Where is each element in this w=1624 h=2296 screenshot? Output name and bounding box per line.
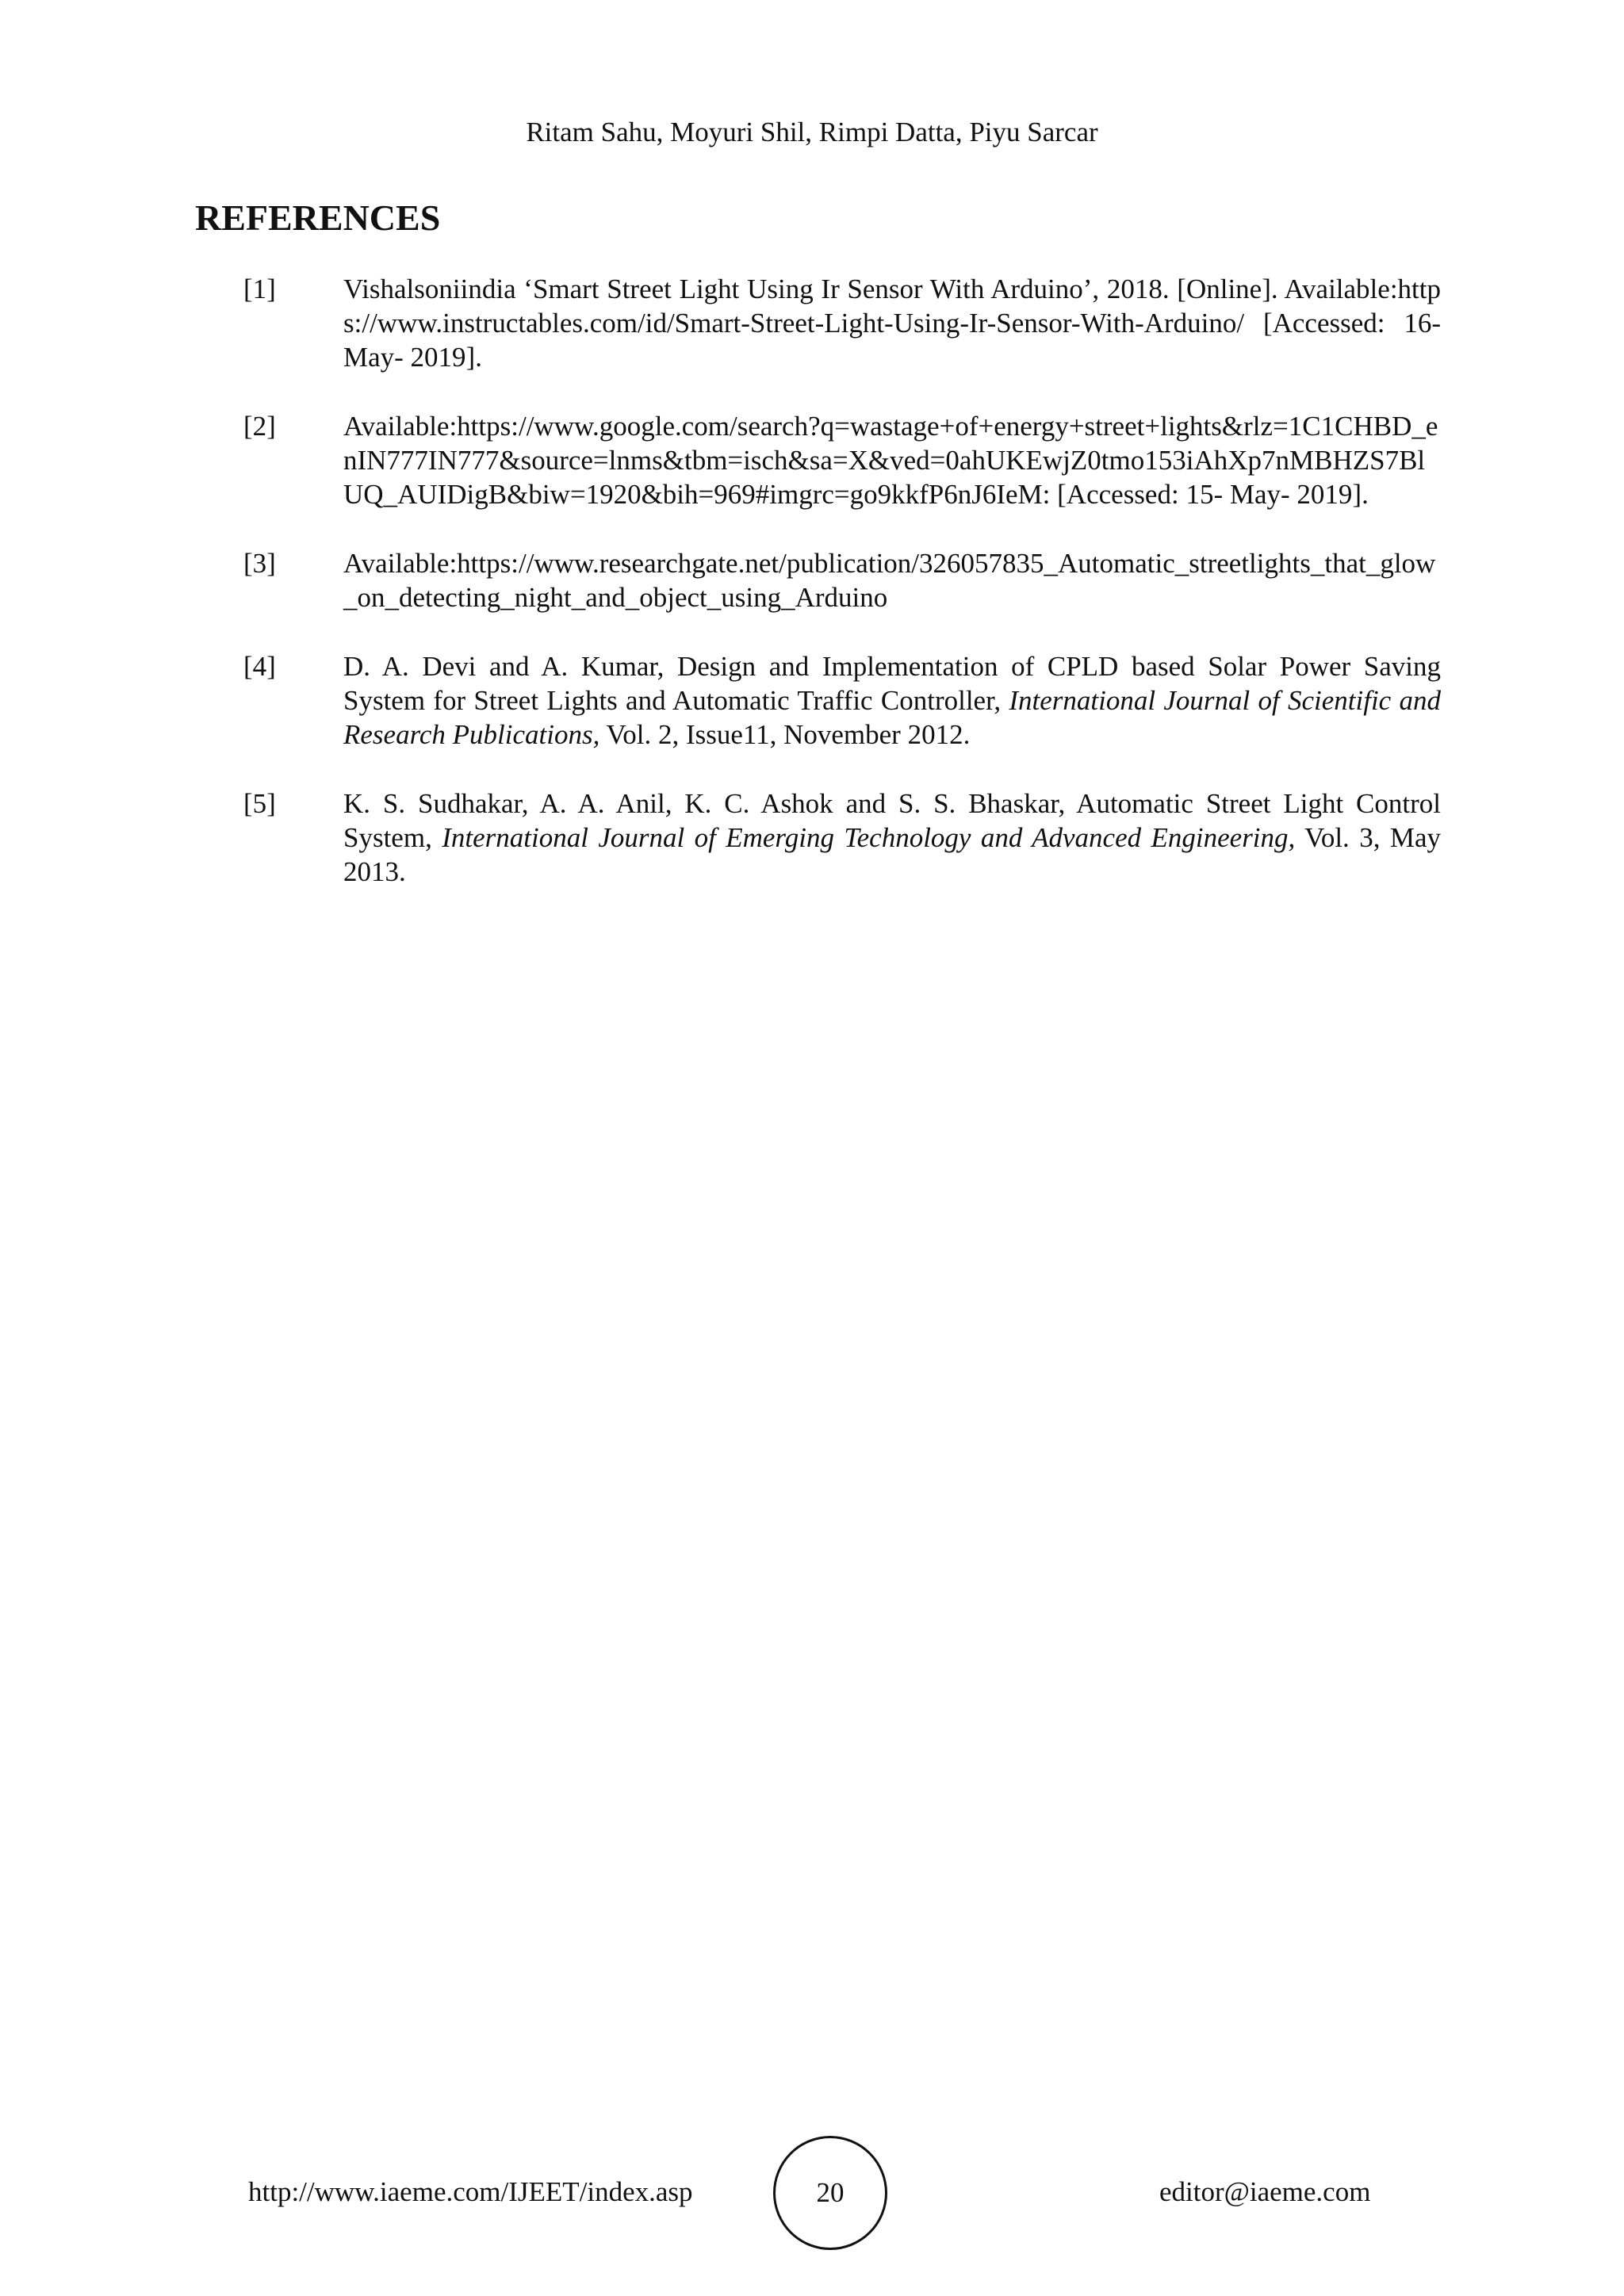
reference-item-1	[243, 272, 1441, 374]
footer-email: editor@iaeme.com	[1159, 2176, 1371, 2207]
reference-item-5	[243, 786, 1441, 889]
reference-item-2	[243, 409, 1441, 511]
reference-volume: Vol. 2, Issue11, November 2012.	[599, 719, 971, 750]
reference-number: [4]	[243, 651, 276, 682]
reference-text: Vishalsoniindia ‘Smart Street Light Using Ir Sensor With Arduino’, 2018. [Online]. Available:https://www.instructables.com/id/Smart-Street-Light-Using-Ir-Sensor-With-Arduino/ [Accessed: 16- May- 2019].	[343, 274, 1441, 373]
reference-number: [1]	[243, 274, 276, 304]
reference-text: Available:https://www.researchgate.net/publication/326057835_Automatic_streetlights_that_glow_on_detecting_night_and_object_using_Arduino	[343, 548, 1436, 613]
reference-authors-title: D. A. Devi and A. Kumar, Design and Implementation of CPLD based Solar Power Saving System for Street Lights and Automatic Traffic Controller,	[343, 651, 1441, 716]
page-number: 20	[816, 2177, 845, 2208]
running-header: Ritam Sahu, Moyuri Shil, Rimpi Datta, Piyu Sarcar	[526, 117, 1098, 147]
reference-text	[343, 786, 1441, 889]
reference-item-3	[243, 546, 1441, 614]
reference-volume: Vol. 3, May 2013.	[343, 822, 1442, 887]
reference-number: [2]	[243, 411, 276, 442]
reference-text	[343, 649, 1441, 752]
reference-list	[243, 272, 1441, 924]
footer-url: http://www.iaeme.com/IJEET/index.asp	[248, 2176, 693, 2207]
reference-number: [5]	[243, 788, 276, 819]
reference-journal: International Journal of Emerging Technology and Advanced Engineering,	[442, 822, 1296, 853]
section-title: REFERENCES	[195, 197, 441, 238]
reference-item-4	[243, 649, 1441, 752]
reference-text: Available:https://www.google.com/search?q=wastage+of+energy+street+lights&rlz=1C1CHBD_enIN777IN777&source=lnms&tbm=isch&sa=X&ved=0ahUKEwjZ0tmo153iAhXp7nMBHZS7BlUQ_AUIDigB&biw=1920&bih=969#imgrc=go9kkfP6nJ6IeM: [Accessed: 15- May- 2019].	[343, 411, 1438, 510]
reference-number: [3]	[243, 548, 276, 579]
page-number-circle	[773, 2136, 887, 2250]
reference-journal: International Journal of Scientific and Research Publications,	[343, 685, 1441, 750]
reference-authors-title: K. S. Sudhakar, A. A. Anil, K. C. Ashok and S. S. Bhaskar, Automatic Street Light Control System,	[343, 788, 1441, 853]
